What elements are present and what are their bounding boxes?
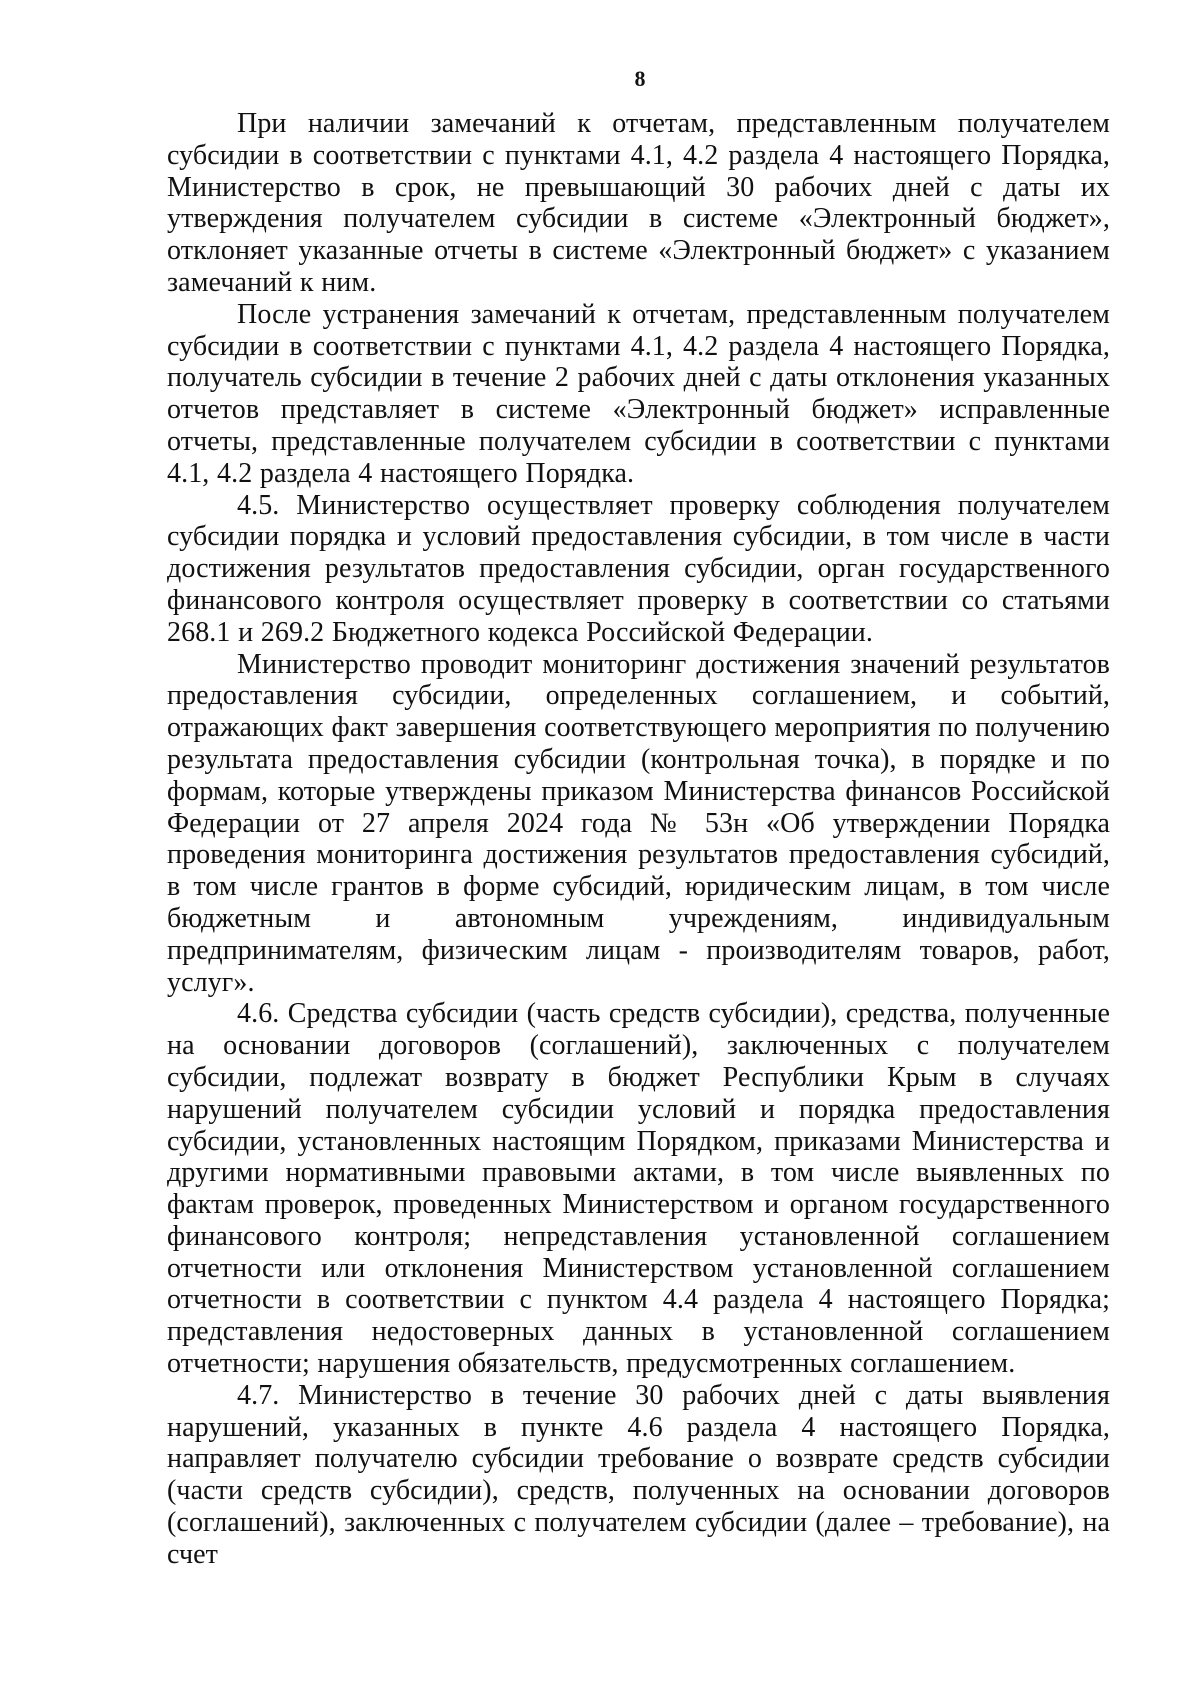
paragraph-4-5-verification: 4.5. Министерство осуществляет проверку соблюдения получателем субсидии порядка и условий предоставления субсидии, в том числе в части достижения результатов предоставления субсидии, орган государственного финансового контроля осуществляет проверку в соответствии со статьями 268.1 и 269.2 Бюджетного кодекса Российской Федерации. [167,489,1110,648]
paragraph-remarks-rejection: При наличии замечаний к отчетам, представленным получателем субсидии в соответствии с пунктами 4.1, 4.2 раздела 4 настоящего Порядка, Министерство в срок, не превышающий 30 рабочих дней с даты их утверждения получателем субсидии в системе «Электронный бюджет», отклоняет указанные отчеты в системе «Электронный бюджет» с указанием замечаний к ним. [167,108,1110,298]
paragraph-monitoring: Министерство проводит мониторинг достижения значений результатов предоставления субсидии, определенных соглашением, и событий, отражающих факт завершения соответствующего мероприятия по получению результата предоставления субсидии (контрольная точка), в порядке и по формам, которые утверждены приказом Министерства финансов Российской Федерации от 27 апреля 2024 года № 53н «Об утверждении Порядка проведения мониторинга достижения результатов предоставления субсидий, в том числе грантов в форме субсидий, юридическим лицам, в том числе бюджетным и автономным учреждениям, индивидуальным предпринимателям, физическим лицам - производителям товаров, работ, услуг». [167,648,1110,998]
paragraph-remarks-correction: После устранения замечаний к отчетам, представленным получателем субсидии в соответствии с пунктами 4.1, 4.2 раздела 4 настоящего Порядка, получатель субсидии в течение 2 рабочих дней с даты отклонения указанных отчетов представляет в системе «Электронный бюджет» исправленные отчеты, представленные получателем субсидии в соответствии с пунктами 4.1, 4.2 раздела 4 настоящего Порядка. [167,298,1110,489]
paragraph-4-6-refund: 4.6. Средства субсидии (часть средств субсидии), средства, полученные на основании договоров (соглашений), заключенных с получателем субсидии, подлежат возврату в бюджет Республики Крым в случаях нарушений получателем субсидии условий и порядка предоставления субсидии, установленных настоящим Порядком, приказами Министерства и другими нормативными правовыми актами, в том числе выявленных по фактам проверок, проведенных Министерством и органом государственного финансового контроля; непредставления установленной соглашением отчетности или отклонения Министерством установленной соглашением отчетности в соответствии с пунктом 4.4 раздела 4 настоящего Порядка; представления недостоверных данных в установленной соглашением отчетности; нарушения обязательств, предусмотренных соглашением. [167,998,1110,1380]
document-body [167,108,1110,1571]
paragraph-4-7-requirement: 4.7. Министерство в течение 30 рабочих дней с даты выявления нарушений, указанных в пункте 4.6 раздела 4 настоящего Порядка, направляет получателю субсидии требование о возврате средств субсидии (части средств субсидии), средств, полученных на основании договоров (соглашений), заключенных с получателем субсидии (далее – требование), на счет [167,1379,1110,1570]
page-number: 8 [634,66,646,91]
